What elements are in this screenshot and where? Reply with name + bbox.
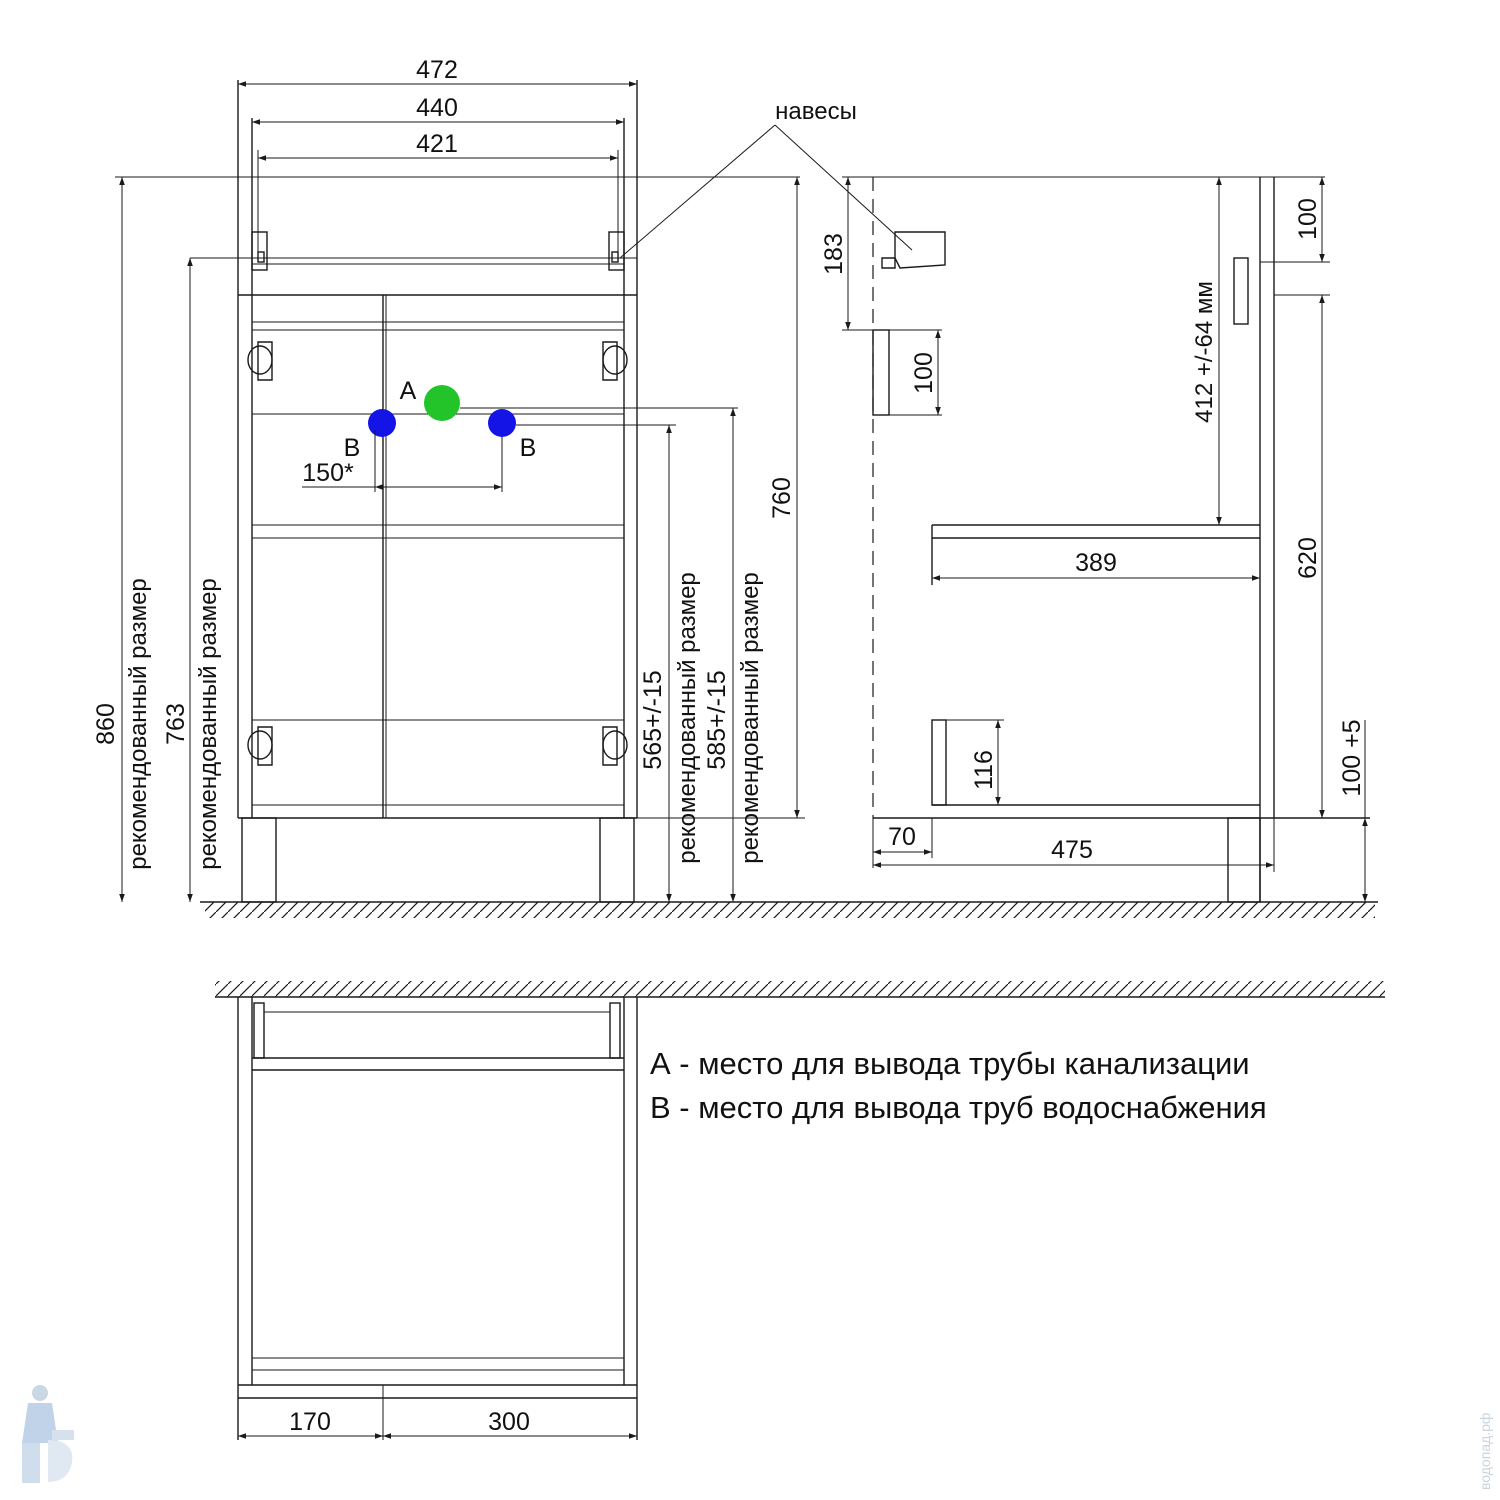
- dim-565: 565+/-15: [639, 670, 667, 770]
- dim-475: 475: [1051, 836, 1093, 864]
- watermark: водопад.рф: [1477, 1412, 1493, 1490]
- dim-412: 412 +/-64 мм: [1191, 281, 1218, 423]
- recommended-label-3: рекомендованный размер: [674, 572, 701, 864]
- water-point-b-left: [368, 409, 396, 437]
- point-b-right-label: В: [519, 434, 537, 462]
- point-b-left-label: В: [343, 434, 361, 462]
- dim-70: 70: [888, 823, 916, 851]
- dim-100-5: 100 +5: [1338, 719, 1366, 797]
- dim-860: 860: [92, 703, 120, 745]
- dim-170: 170: [289, 1408, 331, 1436]
- dim-389: 389: [1075, 549, 1117, 577]
- legend-a: А - место для вывода трубы канализации: [650, 1046, 1250, 1081]
- dim-116: 116: [970, 750, 998, 790]
- plan-view: [238, 997, 637, 1440]
- sewer-point-a: [424, 385, 460, 421]
- dim-763: 763: [162, 703, 190, 745]
- recommended-label-2: рекомендованный размер: [195, 578, 222, 870]
- plumber-logo-icon: [22, 1385, 74, 1483]
- dim-440: 440: [416, 94, 458, 122]
- dim-150: 150*: [302, 459, 354, 487]
- dim-183: 183: [820, 233, 848, 275]
- wall-hatch: [215, 981, 1385, 997]
- legend-b: В - место для вывода труб водоснабжения: [650, 1090, 1267, 1125]
- dim-421: 421: [416, 130, 458, 158]
- dim-760: 760: [768, 477, 796, 519]
- dim-472: 472: [416, 56, 458, 84]
- side-view: [842, 177, 1370, 902]
- floor-hatch: [205, 902, 1375, 918]
- point-a-label: А: [399, 377, 417, 405]
- water-point-b-right: [488, 409, 516, 437]
- recommended-label-4: рекомендованный размер: [737, 572, 764, 864]
- hinges-label: навесы: [775, 98, 857, 125]
- dim-620: 620: [1294, 537, 1322, 579]
- dim-585: 585+/-15: [703, 670, 731, 770]
- recommended-label-1: рекомендованный размер: [125, 578, 152, 870]
- dim-100-side: 100: [910, 352, 938, 394]
- dim-100-top: 100: [1294, 198, 1322, 240]
- dim-300: 300: [488, 1408, 530, 1436]
